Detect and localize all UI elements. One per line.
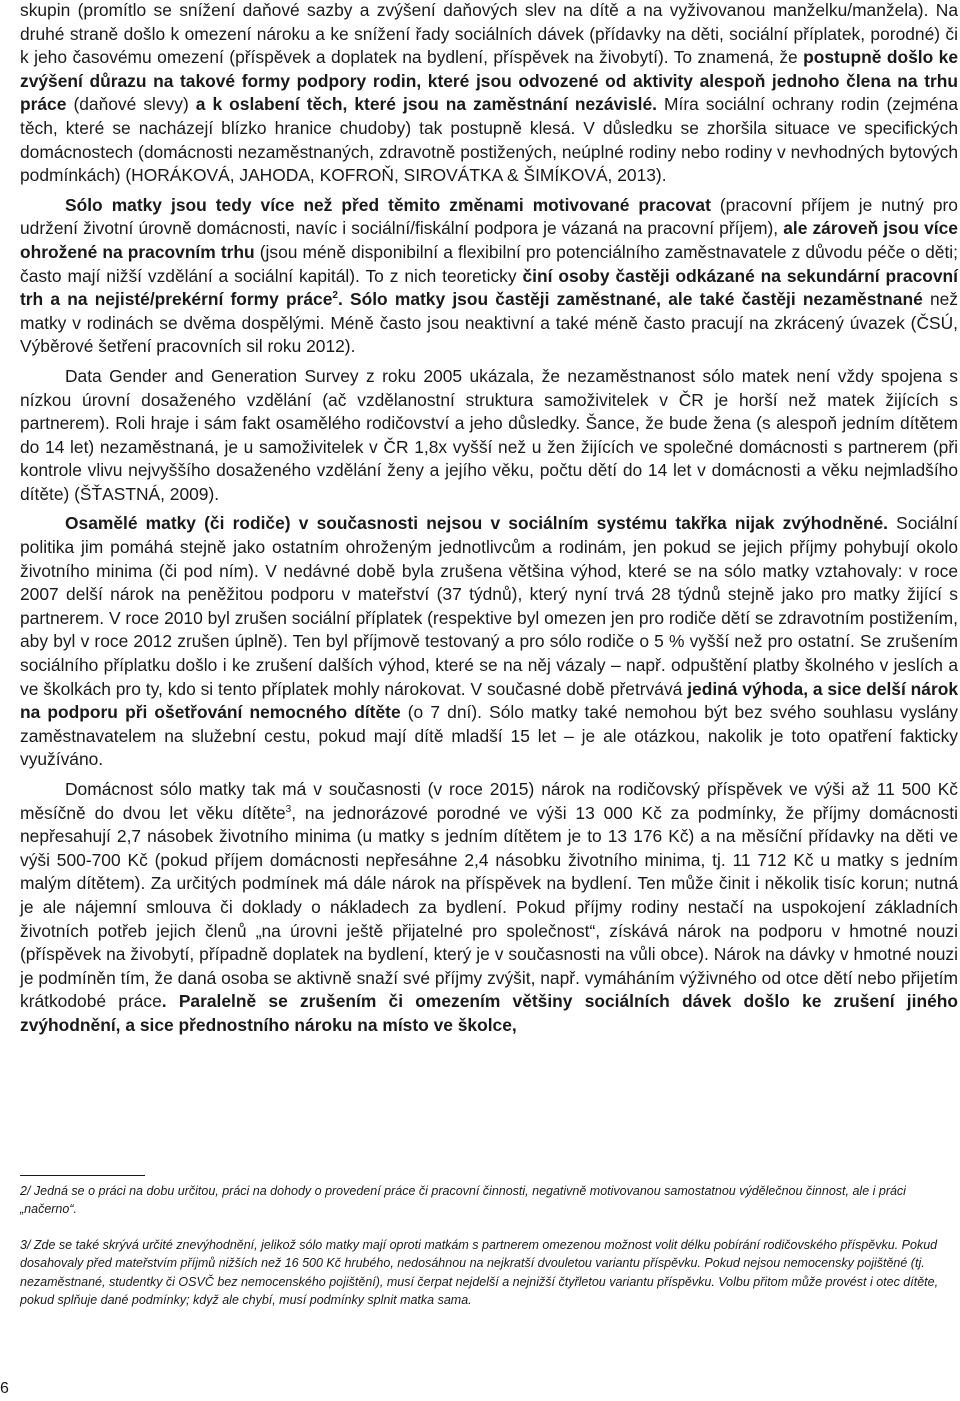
bold-emphasis-text: a k oslabení těch, které jsou na zaměstnání nezávislé. [195,94,658,115]
paragraph-3 [20,365,958,507]
body-text: než matky v rodinách se dvěma dospělými. Méně často jsou neaktivní a také méně často pracují na zkrácený úvazek (ČSÚ, Výběrové šetření pracovních sil roku 2012). [20,289,958,357]
bold-emphasis-text: Sólo matky jsou tedy více než před těmito změnami motivované pracovat [65,194,711,215]
paragraph-5 [20,778,958,1038]
body-text: Míra sociální ochrany rodin (zejména těch, které se nacházejí blízko hranice chudoby) tak postupně klesá. V důsledku se zhoršila situace ve specifických domácnostech (domácnosti nezaměstnaných, zdravotně postižených, neúplné rodiny nebo rodiny v nevhodných bytových podmínkách) (HORÁKOVÁ, JAHODA, KOFROŇ, SIROVÁTKA & ŠIMÍKOVÁ, 2013). [20,94,958,186]
bold-emphasis-text: postupně došlo ke zvýšení důrazu na takové formy podpory rodin, které jsou odvozené od aktivity alespoň jednoho člena na trhu práce [20,47,958,115]
bold-emphasis-text: Osamělé matky (či rodiče) v současnosti nejsou v sociálním systému takřka nijak zvýhodněné. [65,513,888,534]
paragraph-2 [20,194,958,359]
footnote-reference: 2 [332,290,338,302]
footnote-3: 3/ Zde se také skrývá určité znevýhodnění, jelikož sólo matky mají oproti matkám s partnerem omezenou možnost volit délku pobírání rodičovského příspěvku. Pokud dosahovaly před mateřstvím příjmů nižších než 16 500 Kč hrubého, nedosáhnou na nejkratší dvouletou variantu příspěvku. Pokud nejsou nemocensky pojištěné (tj. nezaměstnané, studentky či OSVČ bez nemocenského pojištění), musí čerpat nejdelší a nejnižší čtyřletou variantu příspěvku. Volbu přitom může provést i otec dítěte, pokud splňuje dané podmínky; když ale chybí, musí podmínky splnit matka sama. [20,1237,939,1308]
footnote-reference: 3 [285,803,292,815]
paragraph-4 [20,512,958,772]
bold-emphasis-text: . Paralelně se zrušením či omezením většiny sociálních dávek došlo ke zrušení jiného zvýhodnění, a sice přednostního nároku na místo ve školce, [20,991,958,1035]
body-text: Domácnost sólo matky tak má v současnosti (v roce 2015) nárok na rodičovský příspěvek ve výši až 11 500 Kč měsíčně do dvou let věku dítěte [20,779,958,823]
body-text: (daňové slevy) [66,94,196,115]
bold-emphasis-text: . Sólo matky jsou častěji zaměstnané, ale také častěji nezaměstnané [337,289,923,310]
footnote-2: 2/ Jedná se o práci na dobu určitou, práci na dohody o provedení práce či pracovní činnosti, negativně motivovanou samostatnou výdělečnou činnost, ale i práci „načerno“. [20,1184,906,1217]
body-text: (pracovní příjem je nutný pro udržení životní úrovně domácnosti, navíc i sociální/fiskální podpora je vázaná na pracovní příjem), [20,194,958,239]
body-text: skupin (promítlo se snížení daňové sazby a zvýšení daňových slev na dítě a na vyživovanou manželku/manžela). Na druhé straně došlo k omezení nároku a ke snížení řady sociálních dávek (přídavky na děti, sociální příplatek, porodné) či k jeho časovému omezení (příspěvek a doplatek na bydlení, příspěvek na živobytí). To znamená, že [20,0,958,68]
bold-emphasis-text: jediná výhoda, a sice delší nárok na podporu při ošetřování nemocného dítěte [20,678,959,723]
bold-emphasis-text: činí osoby častěji odkázané na sekundární pracovní trh a na nejisté/prekérní formy práce [20,265,958,310]
body-text: , na jednorázové porodné ve výši 13 000 Kč za podmínky, že příjmy domácnosti nepřesahují 2,7 násobek životního minima (u matky s jedním dítětem je to 13 176 Kč) a na měsíční přídavky na děti ve výši 500-700 Kč (pokud příjem domácnosti nepřesáhne 2,4 násobku životního minima, tj. 11 712 Kč u matky s jedním malým dítětem). Za určitých podmínek má dále nárok na příspěvek na bydlení. Ten může činit i několik tisíc korun; nutná je ale nájemní smlouva či doklady o nákladech za bydlení. Pokud příjmy rodiny nestačí na uspokojení základních životních potřeb jejich členů „na úrovni ještě přijatelné pro společnost“, získává nárok na podporu v hmotné nouzi (příspěvek na živobytí, případně doplatek na bydlení, který je v současnosti na vůli obce). Nárok na dávky v hmotné nouzi je podmíněn tím, že daná osoba se aktivně snaží své příjmy zvýšit, např. vymáháním výživného od otce dětí nebo přijetím krátkodobé práce [20,802,958,1012]
body-text: (jsou méně disponibilní a flexibilní pro potenciálního zaměstnavatele z důvodu péče o děti; často mají nižší vzdělání a sociální kapitál). To z nich teoreticky [20,241,958,286]
bold-emphasis-text: ale zároveň jsou více ohrožené na pracovním trhu [20,218,958,262]
body-text: (o 7 dní). Sólo matky také nemohou být bez svého souhlasu vyslány zaměstnavatelem na služební cestu, pokud mají dítě mladší 15 let – je ale otázkou, nakolik je toto opatření fakticky využíváno. [20,702,958,770]
footnotes [20,1182,950,1326]
page-number: 6 [0,1380,9,1397]
main-text [20,0,958,1044]
footnote-separator [20,1175,145,1176]
paragraph-1 [20,0,958,188]
body-text: Data Gender and Generation Survey z roku 2005 ukázala, že nezaměstnanost sólo matek není vždy spojena s nízkou úrovní dosaženého vzdělání (ač vzdělanostní struktura samoživitelek v ČR je horší než matek žijících s partnerem). Roli hraje i sám fakt osamělého rodičovství a jeho důsledky. Šance, že bude žena (s alespoň jedním dítětem do 14 let) nezaměstnaná, je u samoživitelek v ČR 1,8x vyšší než u žen žijících ve společné domácnosti s partnerem (při kontrole vlivu nejvyššího dosaženého vzdělání ženy a jejího věku, počtu dětí do 14 let v domácnosti a věku nejmladšího dítěte) (ŠŤASTNÁ, 2009). [20,365,958,504]
body-text: Sociální politika jim pomáhá stejně jako ostatním ohroženým jednotlivcům a rodinám, jen pokud se jejich příjmy pohybují okolo životního minima (či pod ním). V nedávné době byla zrušena většina výhod, které se na sólo matky vztahovaly: v roce 2007 delší nárok na peněžitou podporu v mateřství (37 týdnů), který nyní trvá 28 týdnů stejně jako pro matky žijící s partnerem. V roce 2010 byl zrušen sociální příplatek (respektive byl omezen jen pro rodiče dětí se zdravotním postižením, aby byl v roce 2012 zrušen úplně). Ten byl příjmově testovaný a pro sólo rodiče o 5 % vyšší než pro ostatní. Se zrušením sociálního příplatku došlo i ke zrušení dalších výhod, které se na něj vázaly – např. odpuštění platby školného v jeslích a ve školkách pro ty, kdo si tento příplatek mohly nárokovat. V současné době přetrvává [20,513,958,699]
